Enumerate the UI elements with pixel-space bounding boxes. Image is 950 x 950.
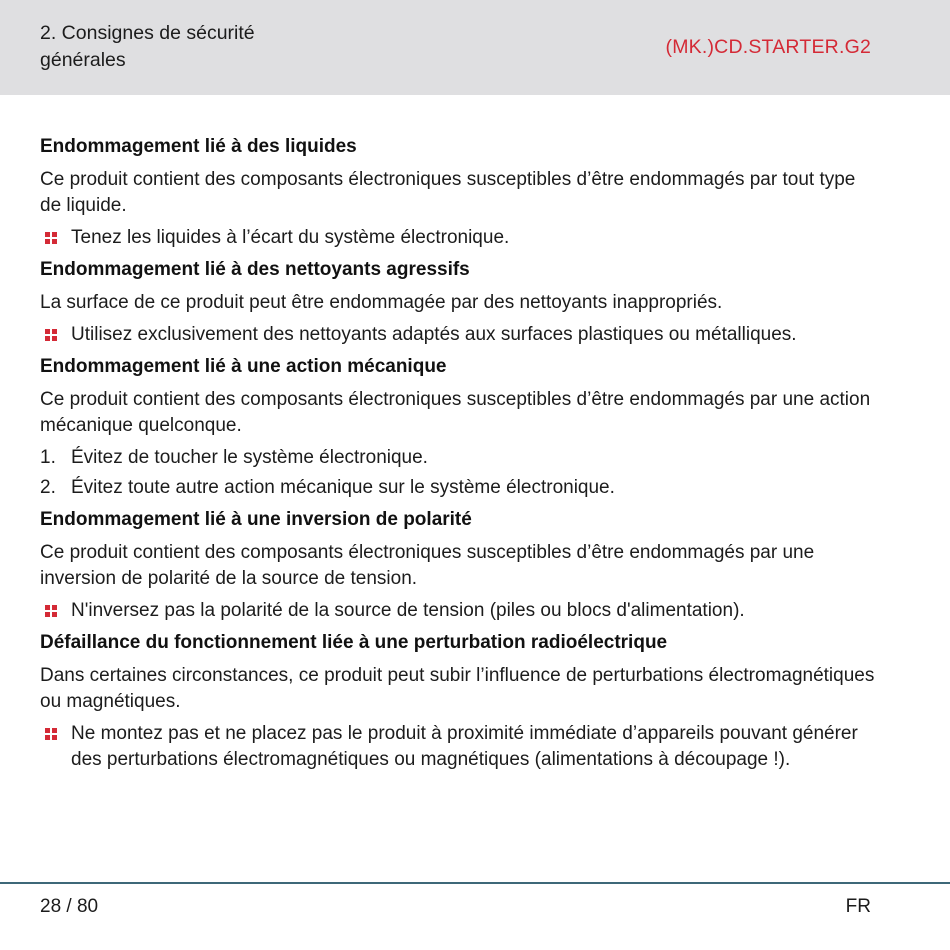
list-item — [40, 225, 880, 251]
section-heading-mechanical: Endommagement lié à une action mécanique — [40, 356, 447, 377]
language-code: FR — [845, 896, 871, 917]
list-item-text: Utilisez exclusivement des nettoyants adaptés aux surfaces plastiques ou métalliques. — [71, 324, 797, 345]
page-header — [0, 0, 950, 95]
list-item — [40, 475, 880, 501]
page-number: 28 / 80 — [40, 896, 99, 917]
bullet-list — [40, 322, 880, 348]
section-text-polarity: Ce produit contient des composants électroniques susceptibles d’être endommagés par une inversion de polarité de la source de tension. — [40, 542, 815, 589]
list-item-text: N'inversez pas la polarité de la source de tension (piles ou blocs d'alimentation). — [71, 600, 745, 621]
list-item — [40, 322, 880, 348]
section-heading-liquids: Endommagement lié à des liquides — [40, 136, 357, 157]
list-item-text: Ne montez pas et ne placez pas le produit à proximité immédiate d’appareils pouvant générer des perturbations électromagnétiques ou magnétiques (alimentations à découpage !). — [71, 723, 858, 770]
red-bullet-icon — [45, 728, 57, 740]
bullet-list — [40, 721, 880, 773]
section-text-radio: Dans certaines circonstances, ce produit peut subir l’influence de perturbations électromagnétiques ou magnétiques. — [40, 665, 875, 712]
step-number: 2. — [40, 477, 56, 498]
step-number: 1. — [40, 447, 56, 468]
numbered-list — [40, 445, 880, 501]
red-bullet-icon — [45, 605, 57, 617]
bullet-list — [40, 225, 880, 251]
red-bullet-icon — [45, 232, 57, 244]
red-bullet-icon — [45, 329, 57, 341]
list-item-text: Évitez toute autre action mécanique sur le système électronique. — [71, 477, 615, 498]
section-heading-cleaners: Endommagement lié à des nettoyants agressifs — [40, 259, 470, 280]
section-heading-polarity: Endommagement lié à une inversion de polarité — [40, 509, 472, 530]
chapter-title: 2. Consignes de sécurité générales — [40, 22, 255, 71]
section-text-mechanical: Ce produit contient des composants électroniques susceptibles d’être endommagés par une action mécanique quelconque. — [40, 389, 871, 436]
bullet-list — [40, 598, 880, 624]
list-item — [40, 598, 880, 624]
product-code: (MK.)CD.STARTER.G2 — [665, 36, 871, 58]
main-content — [40, 134, 880, 779]
list-item-text: Tenez les liquides à l’écart du système électronique. — [71, 227, 510, 248]
section-text-liquids: Ce produit contient des composants électroniques susceptibles d’être endommagés par tout type de liquide. — [40, 169, 856, 216]
footer-divider — [0, 882, 950, 884]
list-item — [40, 721, 880, 773]
section-heading-radio: Défaillance du fonctionnement liée à une perturbation radioélectrique — [40, 632, 668, 653]
list-item — [40, 445, 880, 471]
section-text-cleaners: La surface de ce produit peut être endommagée par des nettoyants inappropriés. — [40, 292, 723, 313]
list-item-text: Évitez de toucher le système électronique. — [71, 447, 428, 468]
